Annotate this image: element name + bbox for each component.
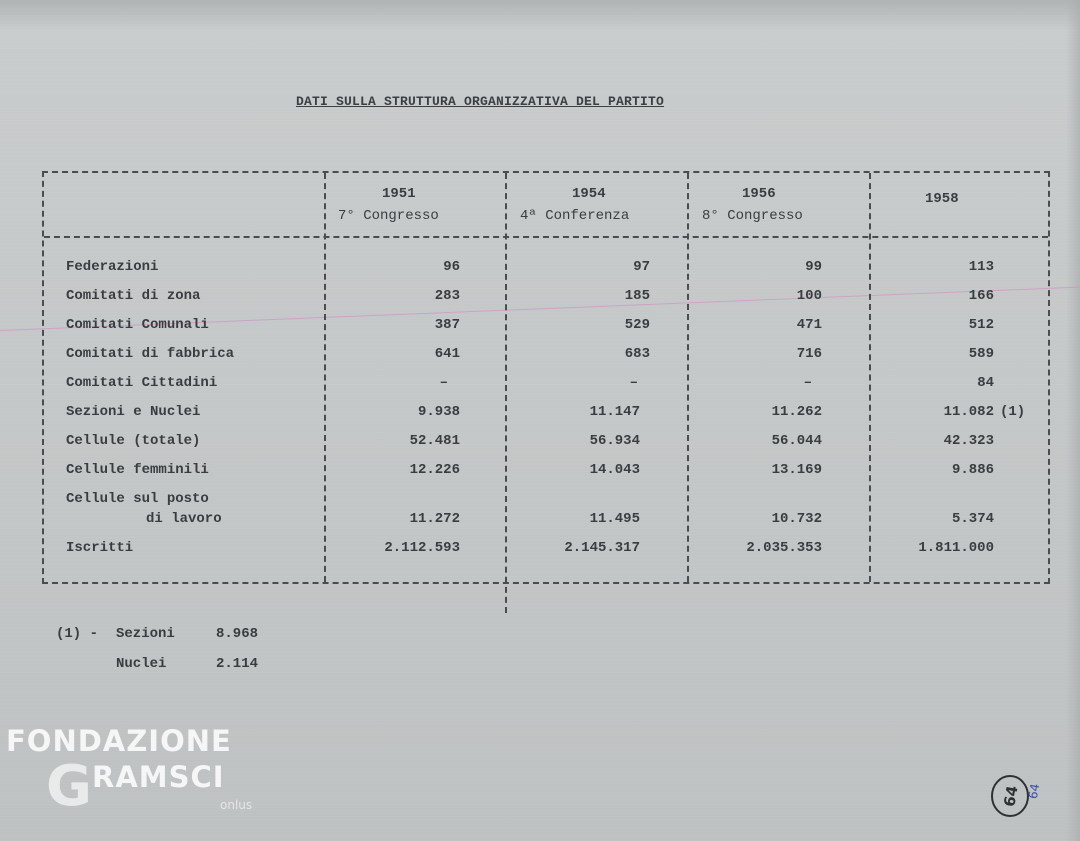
document-title: DATI SULLA STRUTTURA ORGANIZZATIVA DEL PARTITO	[296, 94, 665, 109]
table-cell: 84	[977, 375, 994, 391]
table-cell: 2.145.317	[564, 540, 640, 556]
table-cell: 529	[624, 317, 650, 333]
footnote-label: Nuclei	[116, 656, 167, 672]
row-label: Comitati di zona	[66, 288, 201, 304]
column-header-1958	[925, 188, 959, 210]
column-year: 1956	[742, 186, 776, 202]
column-divider-1	[324, 173, 326, 582]
row-label: Iscritti	[66, 540, 134, 556]
table-cell: 5.374	[951, 511, 994, 527]
watermark-line-1: FONDAZIONE	[6, 724, 232, 758]
table-cell: 96	[443, 259, 460, 275]
table-cell: 56.044	[771, 433, 822, 449]
table-cell: 387	[434, 317, 460, 333]
table-cell: 11.495	[589, 511, 640, 527]
watermark-g-logo: G	[46, 754, 92, 819]
table-cell: 471	[796, 317, 822, 333]
table-cell: 185	[624, 288, 650, 304]
row-label: Federazioni	[66, 259, 159, 275]
footnote-label: Sezioni	[116, 626, 175, 642]
row-label-continuation: di lavoro	[146, 511, 222, 527]
watermark-onlus: onlus	[220, 798, 253, 812]
column-header-1954	[520, 183, 629, 227]
footnote-value: 8.968	[216, 626, 259, 642]
table-cell: 11.082	[943, 404, 994, 420]
table-cell: 2.035.353	[746, 540, 822, 556]
fondazione-gramsci-watermark	[6, 724, 276, 834]
watermark-line-2: RAMSCI	[92, 760, 225, 794]
table-cell: 100	[796, 288, 822, 304]
column-year: 1951	[382, 186, 416, 202]
table-cell: 166	[968, 288, 994, 304]
table-cell: 12.226	[409, 462, 460, 478]
column-header-1951	[338, 183, 439, 227]
table-cell: 2.112.593	[384, 540, 460, 556]
table-cell: 97	[633, 259, 650, 275]
table-cell: 99	[805, 259, 822, 275]
footnote-reference: (1)	[1000, 404, 1026, 420]
paper-edge-right	[1066, 0, 1080, 841]
table-cell: 113	[968, 259, 994, 275]
header-divider	[44, 236, 1048, 238]
svg-text:64: 64	[1000, 784, 1022, 809]
table-cell: 10.732	[771, 511, 822, 527]
table-cell: –	[439, 375, 448, 391]
table-cell: 641	[434, 346, 460, 362]
column-year: 1954	[572, 186, 606, 202]
row-label: Comitati di fabbrica	[66, 346, 235, 362]
table-cell: 11.262	[771, 404, 822, 420]
table-cell: 42.323	[943, 433, 994, 449]
table-cell: –	[629, 375, 638, 391]
archive-stamp-icon	[988, 770, 1048, 822]
column-event: 8° Congresso	[702, 208, 803, 224]
row-label: Comitati Cittadini	[66, 375, 218, 391]
table-cell: 56.934	[589, 433, 640, 449]
row-label: Sezioni e Nuclei	[66, 404, 201, 420]
column-divider-2	[505, 173, 507, 613]
table-cell: 512	[968, 317, 994, 333]
column-divider-4	[869, 173, 871, 582]
table-cell: 13.169	[771, 462, 822, 478]
row-label: Cellule (totale)	[66, 433, 201, 449]
table-cell: –	[803, 375, 812, 391]
table-cell: 14.043	[589, 462, 640, 478]
table-cell: 716	[796, 346, 822, 362]
column-divider-3	[687, 173, 689, 582]
footnote-value: 2.114	[216, 656, 259, 672]
column-year: 1958	[925, 191, 959, 207]
table-cell: 9.938	[417, 404, 460, 420]
table-cell: 11.147	[589, 404, 640, 420]
table-cell: 11.272	[409, 511, 460, 527]
table-cell: 52.481	[409, 433, 460, 449]
table-cell: 283	[434, 288, 460, 304]
stamp-number: 64	[1025, 782, 1043, 801]
column-header-1956	[702, 183, 803, 227]
column-event: 7° Congresso	[338, 208, 439, 224]
table-cell: 683	[624, 346, 650, 362]
row-label: Cellule sul posto	[66, 491, 209, 507]
row-label: Cellule femminili	[66, 462, 209, 478]
table-cell: 1.811.000	[918, 540, 994, 556]
paper-edge-top	[0, 0, 1080, 30]
footnote-marker: (1) -	[56, 626, 99, 642]
column-event: 4ª Conferenza	[520, 208, 630, 224]
table-cell: 589	[968, 346, 994, 362]
row-label: Comitati Comunali	[66, 317, 209, 333]
table-cell: 9.886	[951, 462, 994, 478]
